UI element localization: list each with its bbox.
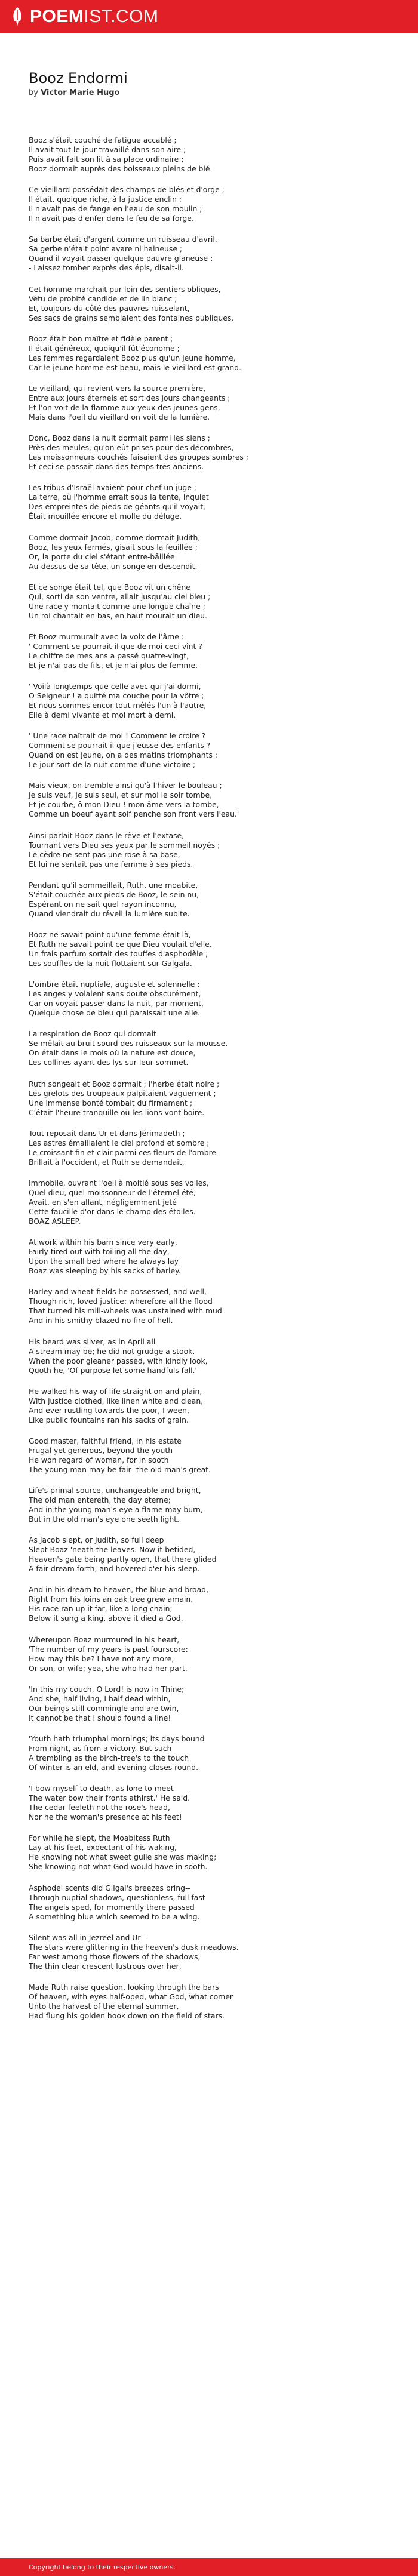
poem-line: S'était couchée aux pieds de Booz, le sein nu, bbox=[29, 890, 199, 899]
poem-line: Et l'on voit de la flamme aux yeux des jeunes gens, bbox=[29, 402, 220, 412]
stanza bbox=[29, 1535, 393, 1574]
poem-line: Je suis veuf, je suis seul, et sur moi le soir tombe, bbox=[29, 790, 213, 800]
poem-line: La respiration de Booz qui dormait bbox=[29, 1029, 156, 1039]
poem-line: Had flung his golden hook down on the field of stars. bbox=[29, 2011, 225, 2020]
poem-line: With justice clothed, like linen white and clean, bbox=[29, 1396, 204, 1405]
poem-line: Un roi chantait en bas, en haut mourait un dieu. bbox=[29, 611, 207, 620]
poem-line: Cet homme marchait pur loin des sentiers obliques, bbox=[29, 284, 221, 294]
poem-line: Le croissant fin et clair parmi ces fleurs de l'ombre bbox=[29, 1147, 217, 1157]
poem-line: Et je courbe, ô mon Dieu ! mon âme vers la tombe, bbox=[29, 800, 219, 810]
poem-line: Ruth songeait et Booz dormait ; l'herbe était noire ; bbox=[29, 1079, 220, 1088]
stanza bbox=[29, 831, 393, 869]
stanza bbox=[29, 1387, 393, 1425]
poem-line: Unto the harvest of the eternal summer, bbox=[29, 2001, 179, 2011]
stanza bbox=[29, 1734, 393, 1772]
poem-line: Frugal yet generous, beyond the youth bbox=[29, 1445, 173, 1455]
poem-line: 'I bow myself to death, as lone to meet bbox=[29, 1784, 174, 1793]
poem-line: Et ce songe était tel, que Booz vit un chêne bbox=[29, 582, 190, 592]
poem-line: The stars were glittering in the heaven's dusk meadows. bbox=[29, 1942, 239, 1952]
poem-line: Avait, en s'en allant, négligemment jeté bbox=[29, 1197, 177, 1207]
poem-line: Heaven's gate being partly open, that there glided bbox=[29, 1555, 217, 1564]
poem-line: Slept Boaz 'neath the leaves. Now it betided, bbox=[29, 1545, 196, 1555]
poem-line: Lay at his feet, expectant of his waking, bbox=[29, 1843, 177, 1852]
poem-line: Nor he the woman's presence at his feet! bbox=[29, 1812, 182, 1822]
stanza bbox=[29, 1436, 393, 1475]
poem-line: Et Booz murmurait avec la voix de l'âme : bbox=[29, 632, 184, 641]
poem-line: Brillait à l'occident, et Ruth se demandait, bbox=[29, 1157, 185, 1167]
poem-line: Entre aux jours éternels et sort des jours changeants ; bbox=[29, 393, 230, 402]
stanza bbox=[29, 930, 393, 968]
poem-line: From night, as from a victory. But such bbox=[29, 1744, 172, 1753]
poem-line: Et je n'ai pas de fils, et je n'ai plus de femme. bbox=[29, 660, 198, 670]
stanza bbox=[29, 781, 393, 819]
stanza bbox=[29, 1287, 393, 1325]
poem-line: And in the young man's eye a flame may burn, bbox=[29, 1505, 203, 1515]
poem-line: Made Ruth raise question, looking through the bars bbox=[29, 1982, 219, 1992]
poem-line: Below it sung a king, above it died a God. bbox=[29, 1614, 183, 1623]
stanza bbox=[29, 1833, 393, 1872]
poem-line: Et lui ne sentait pas une femme à ses pieds. bbox=[29, 859, 193, 869]
poem-line: A something blue which seemed to be a wing. bbox=[29, 1912, 200, 1921]
poem-line: C'était l'heure tranquille où les lions vont boire. bbox=[29, 1107, 205, 1117]
poem-line: Right from his loins an oak tree grew amain. bbox=[29, 1595, 193, 1604]
poem-line: The young man may be fair--the old man's great. bbox=[29, 1464, 211, 1474]
poem-line: A trembling as the birch-tree's to the touch bbox=[29, 1753, 189, 1762]
poem-line: Une race y montait comme une longue chaîne ; bbox=[29, 601, 205, 611]
poem-line: 'Youth hath triumphal mornings; its days bound bbox=[29, 1734, 205, 1743]
poem-line: Life's primal source, unchangeable and bright, bbox=[29, 1486, 201, 1495]
stanza bbox=[29, 1933, 393, 1971]
poem-line: Booz dormait auprès des boisseaux pleins de blé. bbox=[29, 164, 213, 173]
poem-line: Ses sacs de grains semblaient des fontaines publiques. bbox=[29, 313, 234, 322]
stanza bbox=[29, 136, 393, 174]
poem-line: Car on voyait passer dans la nuit, par moment, bbox=[29, 999, 204, 1008]
poem-line: The cedar feeleth not the rose's head, bbox=[29, 1803, 170, 1812]
poem-line: Il n'avait pas de fange en l'eau de son moulin ; bbox=[29, 204, 202, 214]
poem-line: Se mêlait au bruit sourd des ruisseaux sur la mousse. bbox=[29, 1039, 228, 1048]
poem-line: Puis avait fait son lit à sa place ordinaire ; bbox=[29, 155, 184, 164]
poem-line: Les grelots des troupeaux palpitaient vaguement ; bbox=[29, 1088, 216, 1098]
copyright-text: Copyright belong to their respective owners. bbox=[29, 2563, 176, 2571]
poem-line: Il était, quoique riche, à la justice enclin ; bbox=[29, 195, 182, 204]
poem-line: Et, toujours du côté des pauvres ruisselant, bbox=[29, 303, 190, 313]
poem-line: Donc, Booz dans la nuit dormait parmi les siens ; bbox=[29, 433, 210, 443]
poem-line: But in the old man's eye one seeth light. bbox=[29, 1515, 180, 1524]
poem-line: Silent was all in Jezreel and Ur-- bbox=[29, 1932, 146, 1942]
poem-line: Mais vieux, on tremble ainsi qu'à l'hiver le bouleau ; bbox=[29, 781, 222, 790]
author-link[interactable]: Victor Marie Hugo bbox=[41, 88, 120, 97]
stanza bbox=[29, 1486, 393, 1524]
poem-line: Quand on est jeune, on a des matins triomphants ; bbox=[29, 750, 218, 760]
stanza bbox=[29, 1079, 393, 1118]
poem-line: Cette faucille d'or dans le champ des étoiles. bbox=[29, 1207, 196, 1216]
byline-prefix: by bbox=[29, 88, 41, 97]
poem-line: BOAZ ASLEEP. bbox=[29, 1216, 81, 1226]
poem-line: Boaz was sleeping by his sacks of barley. bbox=[29, 1266, 181, 1276]
stanza bbox=[29, 1129, 393, 1167]
poem-line: Quelque chose de bleu qui paraissait une aile. bbox=[29, 1008, 201, 1018]
poem-line: Sa gerbe n'était point avare ni haineuse ; bbox=[29, 244, 183, 254]
poem-line: Quoth he, 'Of purpose let some handfuls fall.' bbox=[29, 1365, 197, 1375]
poem-line: Our beings still commingle and are twin, bbox=[29, 1703, 179, 1713]
poem-line: That turned his mill-wheels was unstained with mud bbox=[29, 1306, 222, 1316]
quill-pen-icon bbox=[11, 7, 24, 27]
poem-line: Ainsi parlait Booz dans le rêve et l'extase, bbox=[29, 830, 185, 840]
poem-line: ' Une race naîtrait de moi ! Comment le croire ? bbox=[29, 731, 206, 741]
poem-line: Of winter is an eld, and evening closes round. bbox=[29, 1763, 199, 1772]
site-logo-text: POEMIST.COM bbox=[30, 7, 159, 26]
poem-line: Booz, les yeux fermés, gisait sous la feuillée ; bbox=[29, 542, 198, 552]
poem-line: Les anges y volaient sans doute obscurément, bbox=[29, 989, 201, 999]
poem-line: Il n'avait pas d'enfer dans le feu de sa forge. bbox=[29, 214, 194, 223]
poem-line: It cannot be that I should found a line! bbox=[29, 1713, 171, 1722]
poem-line: Qui, sorti de son ventre, allait jusqu'au ciel bleu ; bbox=[29, 592, 211, 601]
poem-line: The old man entereth, the day eterne; bbox=[29, 1495, 171, 1505]
stanza bbox=[29, 533, 393, 571]
stanza bbox=[29, 583, 393, 621]
stanza bbox=[29, 433, 393, 472]
stanza bbox=[29, 235, 393, 273]
poem-line: For while he slept, the Moabitess Ruth bbox=[29, 1833, 170, 1843]
poem-line: Espérant on ne sait quel rayon inconnu, bbox=[29, 899, 177, 909]
poem-line: How may this be? I have not any more, bbox=[29, 1654, 174, 1663]
poem-line: As Jacob slept, or Judith, so full deep bbox=[29, 1535, 164, 1545]
poem-line: A stream may be; he did not grudge a stook. bbox=[29, 1346, 195, 1356]
poem-line: He won regard of woman, for in sooth bbox=[29, 1455, 169, 1464]
poem-line: Ce vieillard possédait des champs de blés et d'orge ; bbox=[29, 185, 225, 195]
poem-line: Fairly tired out with toiling all the day, bbox=[29, 1247, 170, 1257]
poem-line: Quand il voyait passer quelque pauvre glaneuse : bbox=[29, 254, 213, 263]
poem-line: Elle à demi vivante et moi mort à demi. bbox=[29, 710, 176, 720]
poem-line: Though rich, loved justice; wherefore all the flood bbox=[29, 1297, 213, 1306]
poem-line: Et ceci se passait dans des temps très anciens. bbox=[29, 462, 204, 472]
site-logo-link[interactable] bbox=[11, 0, 159, 33]
stanza bbox=[29, 1585, 393, 1623]
poem-line: Le cèdre ne sent pas une rose à sa base, bbox=[29, 850, 180, 859]
stanza bbox=[29, 731, 393, 770]
poem-line: Or, la porte du ciel s'étant entre-bâillée bbox=[29, 552, 175, 561]
poem-line: And in his dream to heaven, the blue and broad, bbox=[29, 1585, 209, 1595]
stanza bbox=[29, 1178, 393, 1226]
poem-line: Tournant vers Dieu ses yeux par le sommeil noyés ; bbox=[29, 840, 220, 850]
stanza bbox=[29, 1784, 393, 1822]
poem-line: At work within his barn since very early, bbox=[29, 1238, 177, 1247]
poem-line: Le jour sort de la nuit comme d'une victoire ; bbox=[29, 760, 196, 770]
poem-line: Mais dans l'oeil du vieillard on voit de la lumière. bbox=[29, 412, 210, 421]
poem-line: Les astres émaillaient le ciel profond et sombre ; bbox=[29, 1138, 210, 1147]
stanza bbox=[29, 334, 393, 373]
stanza bbox=[29, 285, 393, 323]
poem-line: Les souffles de la nuit flottaient sur Galgala. bbox=[29, 959, 192, 968]
poem-line: Booz était bon maître et fidèle parent ; bbox=[29, 334, 173, 343]
poem-line: ' Voilà longtemps que celle avec qui j'ai dormi, bbox=[29, 682, 201, 691]
poem-line: Good master, faithful friend, in his estate bbox=[29, 1436, 182, 1445]
stanza bbox=[29, 1983, 393, 2021]
poem-line: The water bow their fronts athirst.' He said. bbox=[29, 1793, 190, 1803]
poem-line: Les tribus d'Israël avaient pour chef un juge ; bbox=[29, 483, 196, 493]
stanza bbox=[29, 881, 393, 919]
poem-line: His beard was silver, as in April all bbox=[29, 1337, 156, 1346]
poem-line: Une immense bonté tombait du firmament ; bbox=[29, 1098, 193, 1107]
poem-line: - Laissez tomber exprès des épis, disait-il. bbox=[29, 263, 184, 273]
site-footer bbox=[0, 2558, 418, 2576]
poem-line: Quel dieu, quel moissonneur de l'éternel été, bbox=[29, 1187, 196, 1197]
stanza bbox=[29, 1883, 393, 1922]
poem-line: Et nous sommes encor tout mêlés l'un à l'autre, bbox=[29, 701, 207, 710]
poem-line: Of heaven, with eyes half-oped, what God, what comer bbox=[29, 1992, 233, 2001]
poem-line: 'The number of my years is past fourscore: bbox=[29, 1644, 188, 1654]
poem-byline bbox=[29, 88, 393, 97]
poem-line: Il avait tout le jour travaillé dans son aire ; bbox=[29, 145, 186, 154]
stanza bbox=[29, 1685, 393, 1723]
poem-line: Comment se pourrait-il que j'eusse des enfants ? bbox=[29, 741, 211, 750]
poem-line: And in his smithy blazed no fire of hell. bbox=[29, 1316, 173, 1325]
stanza bbox=[29, 682, 393, 720]
poem-line: Les femmes regardaient Booz plus qu'un jeune homme, bbox=[29, 353, 236, 362]
stanza bbox=[29, 483, 393, 521]
poem-line: Quand viendrait du réveil la lumière subite. bbox=[29, 909, 190, 918]
poem-line: Et Ruth ne savait point ce que Dieu voulait d'elle. bbox=[29, 940, 212, 949]
poem-line: The thin clear crescent lustrous over her, bbox=[29, 1961, 182, 1971]
poem-line: Like public fountains ran his sacks of grain. bbox=[29, 1415, 189, 1424]
poem-line: When the poor gleaner passed, with kindly look, bbox=[29, 1356, 208, 1365]
poem-line: Des empreintes de pieds de géants qu'il voyait, bbox=[29, 502, 205, 512]
poem-line: Car le jeune homme est beau, mais le vieillard est grand. bbox=[29, 362, 242, 372]
stanza bbox=[29, 384, 393, 422]
stanza bbox=[29, 1337, 393, 1375]
poem-content bbox=[29, 69, 393, 2032]
poem-line: Un frais parfum sortait des touffes d'asphodèle ; bbox=[29, 949, 208, 958]
poem-line: He walked his way of life straight on and plain, bbox=[29, 1386, 202, 1396]
poem-line: On était dans le mois où la nature est douce, bbox=[29, 1048, 196, 1058]
poem-line: 'In this my couch, O Lord! is now in Thine; bbox=[29, 1684, 185, 1694]
poem-line: Pendant qu'il sommeillait, Ruth, une moabite, bbox=[29, 880, 198, 890]
poem-line: Asphodel scents did Gilgal's breezes bring-- bbox=[29, 1883, 190, 1892]
stanza bbox=[29, 185, 393, 223]
poem-line: Barley and wheat-fields he possessed, and well, bbox=[29, 1287, 207, 1297]
poem-line: Était mouillée encore et molle du déluge. bbox=[29, 512, 182, 521]
poem-line: O Seigneur ! a quitté ma couche pour la vôtre ; bbox=[29, 691, 204, 701]
poem-line: ' Comment se pourrait-il que de moi ceci vînt ? bbox=[29, 641, 202, 651]
poem-line: Au-dessus de sa tête, un songe en descendit. bbox=[29, 561, 198, 571]
site-header bbox=[0, 0, 418, 33]
poem-line: A fair dream forth, and hovered o'er his sleep. bbox=[29, 1564, 200, 1574]
poem-line: Booz ne savait point qu'une femme était là, bbox=[29, 930, 191, 939]
stanza bbox=[29, 980, 393, 1018]
poem-line: La terre, où l'homme errait sous la tente, inquiet bbox=[29, 493, 209, 502]
poem-line: Les collines ayant des lys sur leur sommet. bbox=[29, 1058, 189, 1067]
poem-line: Le chiffre de mes ans a passé quatre-vingt, bbox=[29, 651, 189, 660]
poem-line: He knowing not what sweet guile she was making; bbox=[29, 1852, 217, 1862]
stanza bbox=[29, 632, 393, 670]
poem-line: Upon the small bed where he always lay bbox=[29, 1257, 179, 1266]
poem-line: Through nuptial shadows, questionless, full fast bbox=[29, 1892, 205, 1902]
stanza bbox=[29, 1238, 393, 1276]
poem-body bbox=[29, 136, 393, 2021]
poem-line: Il était généreux, quoiqu'il fût économe ; bbox=[29, 343, 180, 353]
poem-line: The angels sped, for momently there passed bbox=[29, 1902, 195, 1912]
poem-line: Sa barbe était d'argent comme un ruisseau d'avril. bbox=[29, 235, 217, 244]
poem-line: Whereupon Boaz murmured in his heart, bbox=[29, 1635, 180, 1644]
poem-line: Far west among those flowers of the shadows, bbox=[29, 1952, 201, 1961]
poem-line: Or son, or wife; yea, she who had her part. bbox=[29, 1663, 188, 1673]
poem-line: Comme un boeuf ayant soif penche son front vers l'eau.' bbox=[29, 810, 239, 819]
poem-line: Le vieillard, qui revient vers la source première, bbox=[29, 383, 206, 393]
poem-line: Immobile, ouvrant l'oeil à moitié sous ses voiles, bbox=[29, 1178, 209, 1187]
poem-line: His race ran up it far, like a long chain; bbox=[29, 1604, 173, 1614]
poem-line: She knowing not what God would have in sooth. bbox=[29, 1862, 208, 1872]
poem-line: Booz s'était couché de fatigue accablé ; bbox=[29, 136, 177, 144]
poem-line: Comme dormait Jacob, comme dormait Judith, bbox=[29, 533, 201, 542]
poem-line: And ever rustling towards the poor, I ween, bbox=[29, 1405, 189, 1415]
poem-line: Vêtu de probité candide et de lin blanc ; bbox=[29, 294, 177, 303]
stanza bbox=[29, 1029, 393, 1067]
poem-line: L'ombre était nuptiale, auguste et solennelle ; bbox=[29, 980, 200, 989]
poem-line: And she, half living, I half dead within, bbox=[29, 1694, 171, 1703]
stanza bbox=[29, 1635, 393, 1673]
poem-line: Près des meules, qu'on eût prises pour des décombres, bbox=[29, 443, 234, 453]
poem-line: Les moissonneurs couchés faisaient des groupes sombres ; bbox=[29, 453, 248, 462]
poem-line: Tout reposait dans Ur et dans Jérimadeth ; bbox=[29, 1128, 185, 1138]
poem-title: Booz Endormi bbox=[29, 70, 128, 87]
